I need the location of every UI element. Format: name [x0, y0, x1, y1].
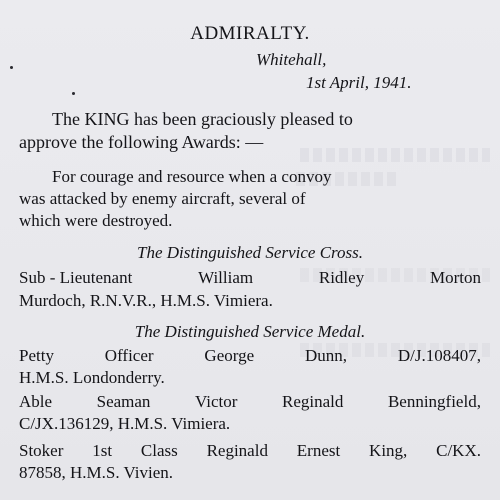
word: 1st: [92, 441, 113, 460]
word: Stoker: [19, 441, 64, 460]
dsm-recipient-1-line-1: [19, 346, 481, 366]
dsm-heading: The Distinguished Service Medal.: [134, 322, 366, 341]
dsm-recipient-3-line-2: 87858, H.M.S. Vivien.: [19, 463, 174, 482]
citation-line-3: which were destroyed.: [19, 211, 173, 230]
citation-line-1: For courage and resource when a convoy: [52, 167, 332, 186]
notice-date: 1st April, 1941.: [306, 73, 412, 92]
show-through-smudge: [300, 148, 490, 162]
intro-line-2: approve the following Awards: —: [19, 132, 264, 152]
word: Able: [19, 392, 53, 411]
intro-line-1: The KING has been graciously pleased to: [52, 109, 353, 129]
scan-speck: [10, 66, 13, 69]
dsc-recipient-line-1: [19, 268, 481, 288]
scan-speck: [72, 92, 75, 95]
word: D/J.108407,: [397, 346, 481, 365]
word: Benningfield,: [387, 392, 481, 411]
notice-place: Whitehall,: [256, 50, 327, 69]
word: William: [198, 268, 254, 287]
word: Sub - Lieutenant: [19, 268, 133, 287]
dsm-recipient-3-line-1: [19, 441, 481, 461]
dsm-recipient-2-line-1: [19, 392, 481, 412]
word: Reginald: [281, 392, 344, 411]
word: Officer: [104, 346, 154, 365]
word: Ridley: [318, 268, 365, 287]
dsc-heading: The Distinguished Service Cross.: [136, 243, 364, 262]
word: Dunn,: [305, 346, 348, 365]
word: C/KX.: [436, 441, 481, 460]
word: George: [204, 346, 255, 365]
word: Reginald: [206, 441, 268, 460]
word: King,: [369, 441, 408, 460]
dsm-recipient-2-line-2: C/JX.136129, H.M.S. Vimiera.: [19, 414, 231, 433]
word: Seaman: [96, 392, 151, 411]
word: Class: [140, 441, 178, 460]
notice-heading: ADMIRALTY.: [190, 23, 310, 44]
word: Victor: [195, 392, 238, 411]
word: Petty: [19, 346, 54, 365]
word: Morton: [429, 268, 481, 287]
dsc-recipient-line-2: Murdoch, R.N.V.R., H.M.S. Vimiera.: [19, 291, 273, 310]
dsm-recipient-1-line-2: H.M.S. Londonderry.: [19, 368, 165, 387]
word: Ernest: [296, 441, 341, 460]
citation-line-2: was attacked by enemy aircraft, several of: [19, 189, 306, 208]
